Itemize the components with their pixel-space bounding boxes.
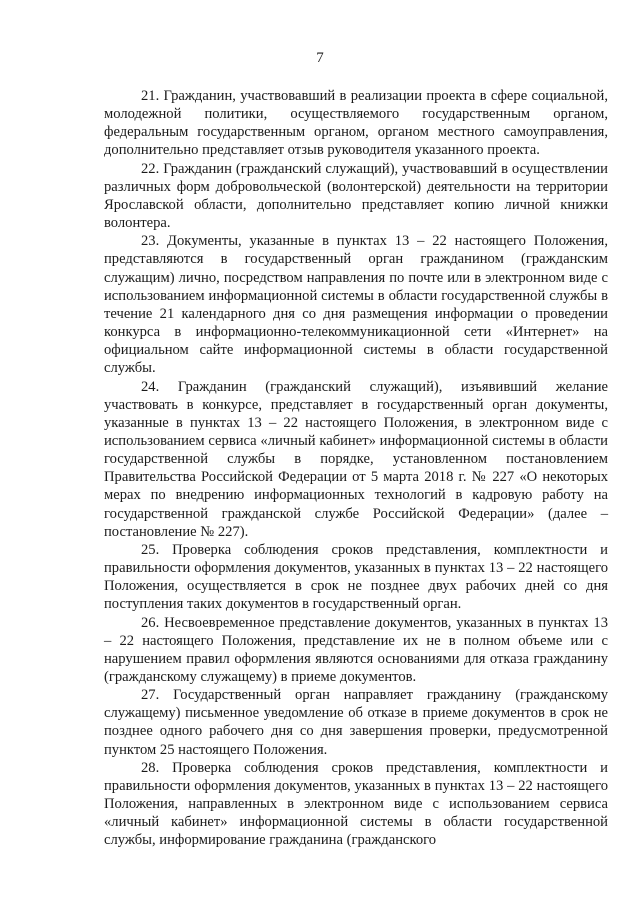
document-body: [104, 87, 608, 850]
paragraph-21: 21. Гражданин, участвовавший в реализации проекта в сфере социальной, молодежной политики, осуществляемого государственным органом, федеральным государственным органом, органом местного самоуправления, дополнительно представляет отзыв руководителя указанного проекта.: [104, 88, 608, 159]
paragraph-24: 24. Гражданин (гражданский служащий), изъявивший желание участвовать в конкурсе, представляет в государственный орган документы, указанные в пунктах 13 – 22 настоящего Положения, в электронном виде с использованием сервиса «личный кабинет» информационной системы в области государственной службы в порядке, установленном постановлением Правительства Российской Федерации от 5 марта 2018 г. № 227 «О некоторых мерах по внедрению информационных технологий в кадровую работу на государственной гражданской службе Российской Федерации» (далее – постановление № 227).: [104, 378, 608, 540]
paragraph-22: 22. Гражданин (гражданский служащий), участвовавший в осуществлении различных форм добровольческой (волонтерской) деятельности на территории Ярославской области, дополнительно представляет копию личной книжки волонтера.: [104, 160, 608, 232]
paragraph-28: 28. Проверка соблюдения сроков представления, комплектности и правильности оформления документов, указанных в пунктах 13 – 22 настоящего Положения, направленных в электронном виде с использованием сервиса «личный кабинет» информационной системы в области государственной службы, информирование гражданина (гражданского: [104, 759, 608, 849]
paragraph-26: 26. Несвоевременное представление документов, указанных в пунктах 13 – 22 настоящего Положения, представление их не в полном объеме или с нарушением правил оформления являются основаниями для отказа гражданину (гражданскому служащему) в приеме документов.: [104, 614, 608, 685]
paragraph-25: 25. Проверка соблюдения сроков представления, комплектности и правильности оформления документов, указанных в пунктах 13 – 22 настоящего Положения, осуществляется в срок не позднее двух рабочих дней со дня поступления таких документов в государственный орган.: [104, 541, 608, 613]
paragraph-23: 23. Документы, указанные в пунктах 13 – 22 настоящего Положения, представляются в государственный орган гражданином (гражданским служащим) лично, посредством направления по почте или в электронном виде с использованием информационной системы в области государственной службы в течение 21 календарного дня со дня размещения информации о проведении конкурса в информационно-телекоммуникационной сети «Интернет» на официальном сайте информационной системы в области государственной службы.: [104, 233, 608, 377]
paragraph-27: 27. Государственный орган направляет гражданину (гражданскому служащему) письменное уведомление об отказе в приеме документов в срок не позднее одного рабочего дня со дня завершения проверки, предусмотренной пунктом 25 настоящего Положения.: [104, 687, 608, 758]
page-number: 7: [316, 50, 324, 66]
